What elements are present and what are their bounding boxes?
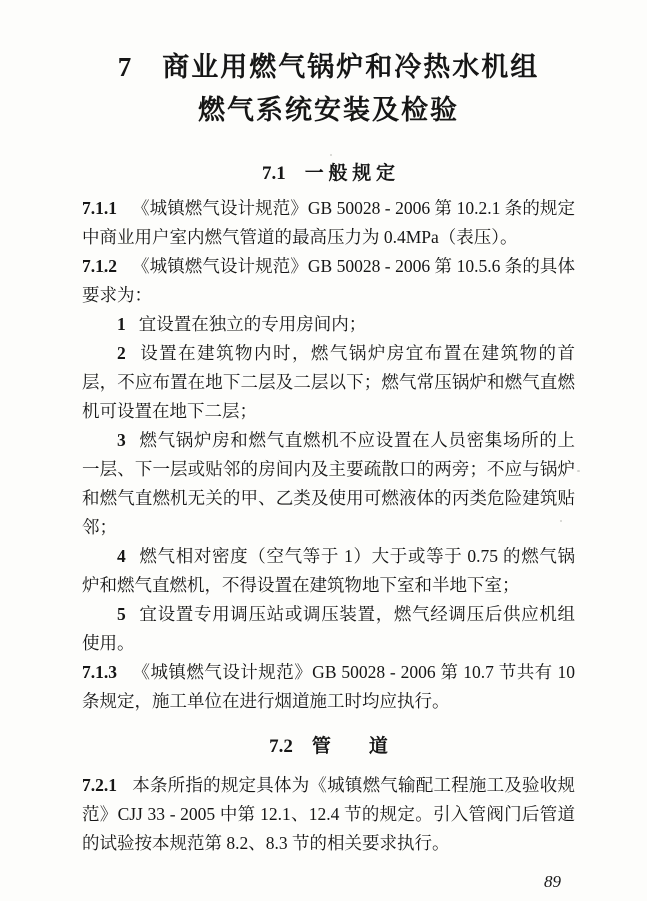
list-item-4-text: 燃气相对密度（空气等于 1）大于或等于 0.75 的燃气锅炉和燃气直燃机，不得设置在建筑物地下室和半地下室； [82, 546, 575, 595]
scan-speck [577, 470, 580, 472]
scan-speck [560, 520, 562, 522]
clause-7-1-1-label: 7.1.1 [82, 198, 117, 218]
clause-7-1-3-label: 7.1.3 [82, 662, 117, 682]
list-item-3-text: 燃气锅炉房和燃气直燃机不应设置在人员密集场所的上一层、下一层或贴邻的房间内及主要疏散口的两旁；不应与锅炉和燃气直燃机无关的甲、乙类及使用可燃液体的丙类危险建筑贴邻； [82, 430, 575, 537]
chapter-title-line-2: 燃气系统安装及检验 [198, 95, 459, 125]
list-item-4-number: 4 [117, 546, 126, 566]
section-7-1-heading: 7.1 一 般 规 定 [261, 163, 395, 184]
list-item-3-number: 3 [117, 430, 126, 450]
chapter-title [82, 46, 575, 132]
list-item-2-text: 设置在建筑物内时，燃气锅炉房宜布置在建筑物的首层，不应布置在地下二层及二层以下；燃气常压锅炉和燃气直燃机可设置在地下二层； [82, 343, 575, 421]
list-item-1-text: 宜设置在独立的专用房间内； [138, 314, 367, 334]
list-item-5-text: 宜设置专用调压站或调压装置，燃气经调压后供应机组使用。 [82, 604, 575, 653]
scan-speck [330, 154, 332, 156]
list-item-1-number: 1 [117, 314, 126, 334]
list-item-1 [82, 310, 575, 339]
clause-7-1-3 [82, 658, 575, 716]
clause-7-2-1-text: 本条所指的规定具体为《城镇燃气输配工程施工及验收规范》CJJ 33 - 2005 中第 12.1、12.4 节的规定。引入管阀门后管道的试验按本规范第 8.2、8.3 节的相关要求执行。 [82, 775, 575, 853]
clause-7-1-2-label: 7.1.2 [82, 256, 117, 276]
list-item-5 [82, 600, 575, 658]
clause-7-2-1-label: 7.2.1 [82, 775, 117, 795]
list-item-2-number: 2 [117, 343, 126, 363]
clause-7-1-2-text: 《城镇燃气设计规范》GB 50028 - 2006 第 10.5.6 条的具体要求为： [82, 256, 575, 305]
clause-7-2-1 [82, 771, 575, 858]
page-number: 89 [544, 872, 561, 891]
list-item-3 [82, 426, 575, 542]
clause-7-1-1 [82, 194, 575, 252]
scan-speck [103, 271, 105, 273]
clause-7-1-3-text: 《城镇燃气设计规范》GB 50028 - 2006 第 10.7 节共有 10 条规定，施工单位在进行烟道施工时均应执行。 [82, 662, 575, 711]
clause-7-1-2 [82, 252, 575, 310]
chapter-title-line-1: 7 商业用燃气锅炉和冷热水机组 [117, 52, 540, 82]
section-7-2-heading: 7.2 管 道 [269, 736, 388, 757]
list-item-5-number: 5 [117, 604, 126, 624]
clause-7-1-1-text: 《城镇燃气设计规范》GB 50028 - 2006 第 10.2.1 条的规定中商业用户室内燃气管道的最高压力为 0.4MPa（表压）。 [82, 198, 575, 247]
list-item-4 [82, 542, 575, 600]
list-item-2 [82, 339, 575, 426]
